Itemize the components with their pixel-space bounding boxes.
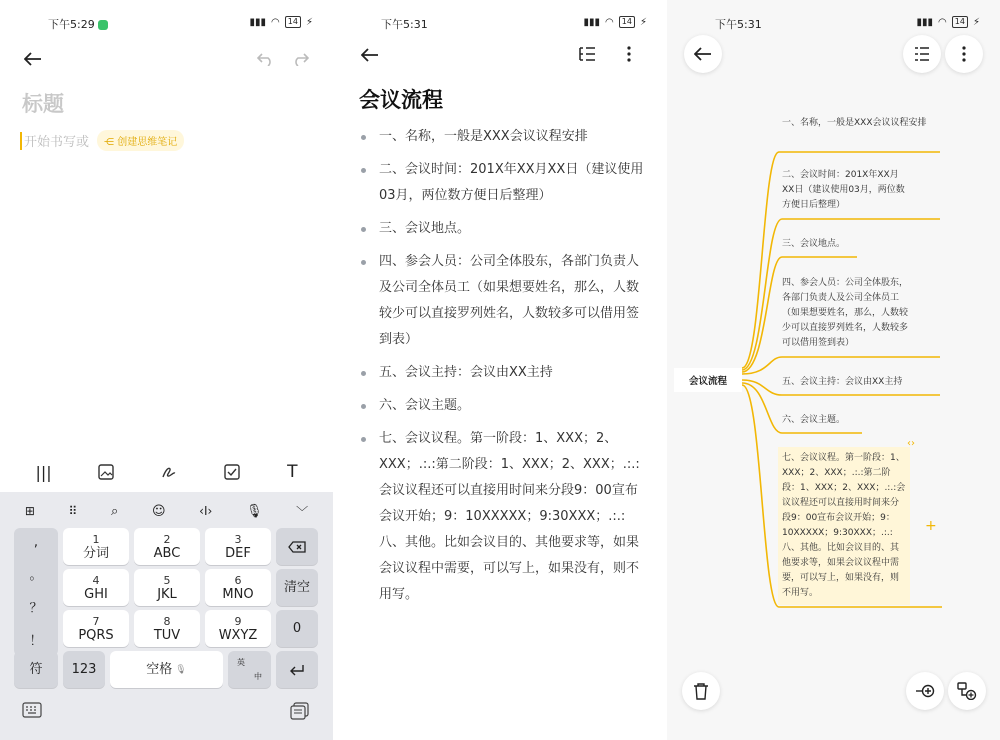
connector-4: [742, 357, 940, 374]
undo-icon: [257, 52, 275, 66]
signal-icon: ▮▮▮: [916, 16, 934, 28]
key-letters: JKL: [157, 586, 177, 602]
list-item[interactable]: 一、名称，一般是XXX会议议程安排: [359, 124, 649, 150]
symbol-key[interactable]: 符: [14, 651, 58, 688]
battery-icon: 14: [285, 16, 301, 28]
trash-icon: [693, 682, 709, 700]
signal-icon: ▮▮▮: [583, 16, 601, 28]
back-arrow-icon: [24, 52, 42, 66]
key-letters: 分词: [82, 545, 109, 561]
mind-map-view-button[interactable]: [575, 43, 599, 65]
create-mind-note-label: 创建思维笔记: [117, 137, 178, 148]
key-letters: ABC: [153, 545, 181, 561]
key-5[interactable]: [134, 569, 200, 606]
backspace-key[interactable]: [276, 528, 318, 565]
charging-icon: ⚡: [972, 16, 980, 28]
key-9[interactable]: [205, 610, 271, 647]
handwriting-icon[interactable]: [161, 464, 177, 480]
mind-map-screen: [667, 0, 1000, 740]
delete-button[interactable]: [682, 672, 720, 710]
voice-wave-icon[interactable]: |||: [35, 462, 52, 482]
new-note-screen: [0, 0, 333, 740]
space-label: 空格: [146, 661, 173, 677]
list-item[interactable]: 四、参会人员：公司全体股东，各部门负责人及公司全体员工（如果想要姓名，那么，人数较少可以直接罗列姓名，人数较多可以借用签到表）: [359, 249, 649, 353]
punctuation-column[interactable]: [14, 528, 58, 656]
create-mind-note-button[interactable]: ⋲ 创建思维笔记: [97, 130, 184, 151]
key-letters: WXYZ: [218, 627, 258, 643]
key-1[interactable]: [63, 528, 129, 565]
mind-map-node[interactable]: 六、会议主题。: [782, 415, 846, 425]
mind-map-node[interactable]: 二、会议时间：201X年XX月XX日（建议使用03月，两位数方便日后整理）: [782, 170, 905, 210]
body-placeholder: 开始书写或: [24, 135, 90, 150]
key-letters: MNO: [222, 586, 254, 602]
zero-key[interactable]: 0: [276, 610, 318, 647]
mind-map-node[interactable]: 三、会议地点。: [782, 239, 846, 249]
status-time: 下午5:29: [48, 16, 108, 32]
emoji-icon[interactable]: ☺: [151, 503, 166, 519]
title-input[interactable]: 标题: [22, 92, 64, 116]
add-child-icon[interactable]: +: [925, 518, 937, 534]
key-number: 1: [92, 532, 100, 546]
key-8[interactable]: [134, 610, 200, 647]
comma-key[interactable]: ,: [33, 535, 39, 550]
bullet-list: [359, 124, 649, 615]
exclaim-key[interactable]: ！: [29, 634, 43, 649]
list-item[interactable]: 七、会议议程。第一阶段：1、XXX；2、XXX；.:.:第二阶段：1、XXX；2、XXX；.:.:会议议程还可以直接用时间来分段9：00宣布会议开始；9：10XXXXX；9:30XXX；.:.:八、其他。比如会议目的、其他要求等，如果会议议程中需要，可以写上，如果没有，则不用写。: [359, 426, 649, 608]
battery-icon: 14: [619, 16, 635, 28]
key-number: 4: [92, 573, 100, 587]
collapse-handle-icon[interactable]: ‹›: [907, 438, 915, 449]
backspace-icon: [288, 541, 306, 553]
add-child-node-icon: [957, 682, 977, 700]
wifi-icon: ◠: [605, 16, 614, 28]
mind-map-node[interactable]: 四、参会人员：公司全体股东，各部门负责人及公司全体员工（如果想要姓名，那么，人数较少可以直接罗列姓名，人数较多可以借用签到表）: [782, 278, 909, 348]
more-menu-button[interactable]: [619, 43, 639, 65]
key-3[interactable]: [205, 528, 271, 565]
image-icon[interactable]: [98, 464, 114, 480]
key-2[interactable]: [134, 528, 200, 565]
list-item[interactable]: 三、会议地点。: [359, 216, 649, 242]
charging-icon: ⚡: [639, 16, 647, 28]
document-view-screen: [333, 0, 667, 740]
charging-icon: ⚡: [305, 16, 313, 28]
text-format-icon[interactable]: T: [287, 462, 298, 482]
cursor-icon[interactable]: ‹I›: [199, 504, 213, 518]
undo-button[interactable]: [254, 48, 278, 70]
wifi-icon: ◠: [271, 16, 280, 28]
key-number: 5: [163, 573, 171, 587]
list-item[interactable]: 二、会议时间：201X年XX月XX日（建议使用03月，两位数方便日后整理）: [359, 157, 649, 209]
clear-key[interactable]: 清空: [276, 569, 318, 606]
key-number: 8: [163, 614, 171, 628]
mind-map-node[interactable]: 五、会议主持：会议由XX主持: [782, 377, 903, 387]
text-caret: [20, 132, 22, 150]
document-title: 会议流程: [359, 88, 443, 112]
app-notification-icon: [98, 20, 108, 30]
enter-key[interactable]: [276, 651, 318, 688]
enter-icon: [289, 664, 305, 676]
number-mode-key[interactable]: 123: [63, 651, 105, 688]
body-input[interactable]: [20, 130, 184, 151]
space-key[interactable]: [110, 651, 223, 688]
keyboard-toolbar: [0, 498, 333, 524]
status-time: 下午5:31: [381, 18, 428, 31]
redo-icon: [291, 52, 309, 66]
back-button[interactable]: [20, 48, 46, 70]
key-letters: TUV: [153, 627, 181, 643]
key-letters: GHI: [84, 586, 108, 602]
format-toolbar: [0, 452, 333, 492]
back-button[interactable]: [357, 44, 383, 66]
mind-map-node-selected[interactable]: 七、会议议程。第一阶段：1、XXX；2、XXX；.:.:第二阶段：1、XXX；2、XXX；.:.:会议议程还可以直接用时间来分段9：00宣布会议开始；9：10XXXXX；9:30XXX；.:.:八、其他。比如会议目的、其他要求等，如果会议议程中需要，可以写上，如果没有，则不用写。: [778, 447, 910, 605]
collapse-keyboard-icon[interactable]: ﹀: [296, 504, 309, 519]
clipboard-icon[interactable]: [290, 702, 310, 720]
battery-icon: 14: [952, 16, 968, 28]
period-key[interactable]: 。: [29, 568, 43, 583]
add-sibling-button[interactable]: [906, 672, 944, 710]
redo-button[interactable]: [288, 48, 312, 70]
language-switch-key[interactable]: [228, 651, 271, 688]
key-4[interactable]: [63, 569, 129, 606]
signal-icon: ▮▮▮: [249, 16, 267, 28]
question-key[interactable]: ？: [29, 601, 43, 616]
key-6[interactable]: [205, 569, 271, 606]
key-7[interactable]: [63, 610, 129, 647]
add-sibling-icon: [915, 683, 935, 699]
key-letters: DEF: [225, 545, 251, 561]
mic-small-icon: 🎙: [175, 664, 187, 675]
status-bar: [0, 14, 333, 32]
mind-map-root-node[interactable]: 会议流程: [674, 368, 742, 392]
key-number: 7: [92, 614, 100, 628]
key-number: 3: [234, 532, 242, 546]
mind-map-icon: [578, 46, 596, 62]
key-number: 2: [163, 532, 171, 546]
status-time: 下午5:31: [715, 18, 762, 31]
checkbox-icon[interactable]: [224, 464, 240, 480]
status-bar: [333, 14, 667, 32]
back-arrow-icon: [361, 48, 379, 62]
add-child-button[interactable]: [948, 672, 986, 710]
wifi-icon: ◠: [938, 16, 947, 28]
keyboard: [0, 492, 333, 740]
key-letters: PQRS: [78, 627, 114, 643]
lang-top-label: 英: [237, 657, 245, 667]
search-icon[interactable]: ⌕: [111, 503, 119, 519]
more-vertical-icon: [627, 46, 631, 62]
menu-grid-icon[interactable]: ⊞: [24, 504, 35, 518]
list-item[interactable]: 六、会议主题。: [359, 393, 649, 419]
list-item[interactable]: 五、会议主持：会议由XX主持: [359, 360, 649, 386]
key-number: 9: [234, 614, 242, 628]
status-icons: [584, 16, 647, 28]
keyboard-layout-icon[interactable]: ⠿: [68, 504, 78, 518]
keyboard-switch-icon[interactable]: [22, 702, 42, 718]
microphone-icon[interactable]: 🎙: [245, 503, 263, 519]
key-number: 6: [234, 573, 242, 587]
mind-map-node[interactable]: 一、名称，一般是XXX会议议程安排: [782, 118, 927, 128]
status-icons: [250, 16, 313, 28]
lang-bottom-label: 中: [254, 671, 262, 681]
